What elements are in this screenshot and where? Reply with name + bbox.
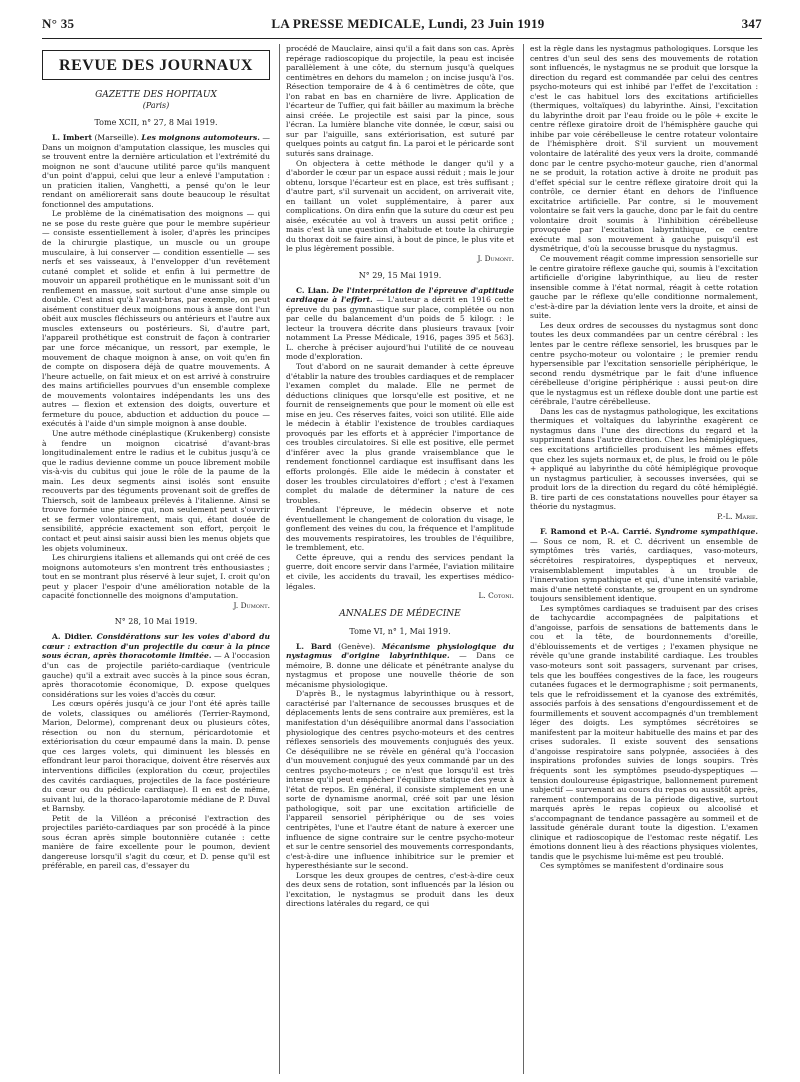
article-title: Les moignons automoteurs.	[141, 133, 260, 142]
issue-date: N° 28, 10 Mai 1919.	[114, 617, 198, 627]
author: A. Didier.	[52, 632, 93, 642]
abstract-paragraph: D'après B., le nystagmus labyrinthique ou à ressort, caractérisé par l'alternance de secousses brusques et de déplacements lents de sens contraire aux premières, est la manifestation d'un déséquilibre anormal dans l'association physiologique des centres psycho-moteurs et des centres réflexes sensoriels des mouvements conjugués des yeux. Ce déséquilibre ne se révèle en général qu'à l'occasion d'un mouvement conjugué des yeux commandé par un des centres psycho-moteurs ; ce n'est que lorsqu'il est très intense qu'il peut empêcher l'équilibre statique des yeux à l'état de repos. En général, il consiste simplement en une sorte de dynamisme anormal, créé soit par une lésion pathologique, soit par une excitation artificielle de l'appareil sensoriel périphérique ou de ses voies centripètes, l'une et l'autre étant de nature à exercer une influence de signe contraire sur le centre psycho-moteur et sur le centre sensoriel des mouvements correspondants, c'est-à-dire une influence inhibitrice sur le premier et hyperesthésiante sur le second.	[286, 689, 514, 871]
header-rule	[42, 38, 762, 39]
author-location: (Marseille).	[91, 133, 142, 142]
column-2	[286, 44, 514, 1076]
author: C. Lian.	[296, 285, 329, 295]
section-title: REVUE DES JOURNAUX	[42, 50, 270, 80]
issue-date: Tome VI, n° 1, Mai 1919.	[349, 626, 451, 636]
abstract-paragraph: Les deux ordres de secousses du nystagmus sont donc toutes les deux commandées par un centre cérébral : les lentes par le centre réflexe sensoriel, les brusques par le centre psycho-moteur ou volontaire ; le premier rendu hypersensible par l'excitation sensorielle périphérique, le second rendu dysmétrique par le fait d'une influence cérébelleuse d'origine périphérique : aussi peut-on dire que le nystagmus est un réflexe double dont une partie est cérébrale, l'autre cérébelleuse.	[530, 320, 758, 407]
abstract-paragraph: Les chirurgiens italiens et allemands qui ont créé de ces moignons automoteurs s'en montrent très enthousiastes ; tout en se montrant plus réservé à leur sujet, I. croit qu'on peut y placer l'espoir d'une amélioration notable de la capacité fonctionnelle des moignons d'amputation.	[42, 553, 270, 601]
abstract-text: — Sous ce nom, R. et C. décrivent un ensemble de symptômes très variés, cardiaques, vaso-moteurs, sécrétoires respiratoires, dyspeptiques et nerveux, vraisemblablement imputables à un trouble de l'innervation sympathique et qui, d'une intensité variable, mais d'une netteté constante, se groupent en un syndrome toujours sensiblement identique.	[530, 536, 758, 604]
abstract-paragraph: procédé de Mauclaire, ainsi qu'il a fait dans son cas. Après repérage radioscopique du projectile, la peau est incisée parallèlement à une côte, du sternum jusqu'à quelques centimètres en dehors du mamelon ; on incise jusqu'à l'os. Résection temporaire de 4 à 6 centimètres de côte, que l'on rabat en bas en charnière de livre. Application de l'écarteur de Tuffier, qui fait bâiller au maximum la brèche ainsi créée. Le projectile est saisi par la pince, sous l'écran. La lumière blanche vite donnée, le cœur, saisi ou sur par l'aiguille, sans extériorisation, est suturé par quelques points au catgut fin. La paroi et le péricarde sont suturés sans drainage.	[286, 44, 514, 159]
abstract-paragraph: Les symptômes cardiaques se traduisent par des crises de tachycardie accompagnées de palpitations et d'angoisse, parfois de sensations de battements dans le cou et la tête, de bourdonnements d'oreille, d'éblouissements et de vertiges ; l'examen physique ne révèle qu'une grande instabilité cardiaque. Les troubles vaso-moteurs sont soit passagers, survenant par crises, tels que les bouffées congestives de la face, les rougeurs cutanées fugaces et le dermographisme ; soit permanents, tels que le refroidissement et la cyanose des extrémités, associés parfois à des sensations d'engourdissement et de fourmillements et souvent accompagnés d'un tremblement léger des doigts. Les symptômes sécrétoires se manifestent par la moiteur habituelle des mains et par des crises sudorales. Il existe souvent des sensations d'angoisse respiratoire sans polypnée, associées à des inspirations profondes suivies de longs soupirs. Très fréquents sont les symptômes pseudo-dyspeptiques — tension douloureuse épigastrique, ballonnement purement subjectif — survenant au cours du repas ou aussitôt après, rarement contemporains de la période digestive, surtout marqués après le repas copieux ou alcoolisé et s'accompagnant de tendance passagère au sommeil et de lassitude générale durant toute la digestion. L'examen clinique et radioscopique de l'estomac reste négatif. Les émotions donnent lieu à des réactions physiques violentes, tandis que le psychisme lui-même est peu troublé.	[530, 603, 758, 861]
author: F. Ramond et P.-A. Carrié.	[540, 527, 652, 537]
abstract-paragraph: Ces symptômes se manifestent d'ordinaire sous	[540, 861, 724, 871]
abstract-paragraph: Tout d'abord on ne saurait demander à cette épreuve d'établir la nature des troubles cardiaques et de remplacer l'examen complet du malade. Elle ne permet de déductions cliniques que lorsqu'elle est positive, et ne fournit de renseignements que pour le moment où elle est mise en jeu. Ces réserves faites, voici son utilité. Elle aide le médecin à établir l'existence de troubles cardiaques provoqués par les efforts et à apprécier l'importance de ces troubles circulatoires. Si elle est positive, elle permet d'inférer avec la plus grande vraisemblance que le rendement fonctionnel cardiaque est insuffisant dans les efforts prolongés. Elle aide le médecin à constater et doser les troubles circulatoires d'effort ; c'est à l'examen complet du malade de déterminer la nature de ces troubles.	[286, 361, 514, 505]
journal-place: (Paris)	[142, 101, 170, 110]
signature: J. Dumont.	[233, 600, 270, 610]
journal-title: LA PRESSE MEDICALE, Lundi, 23 Juin 1919	[271, 16, 545, 31]
column-divider	[523, 44, 524, 1074]
signature: J. Dumont.	[477, 254, 514, 264]
issue-number: N° 35	[42, 16, 75, 31]
abstract-paragraph: est la règle dans les nystagmus pathologiques. Lorsque les centres d'un seul des sens des mouvements de rotation sont influencés, le nystagmus ne se produit que lorsque la direction du regard est commandée par celui des centres psycho-moteurs qui est inhibé par l'effet de l'excitation : c'est le cas habituel lors des excitations artificielles (thermiques, voltaïques) du labyrinthe. Ainsi, l'excitation du labyrinthe droit par l'eau froide ou le pôle + excite le centre réflexe giratoire droit de l'hémisphère gauche qui inhibe par voie cérébelleuse le centre rotateur volontaire de l'hémisphère droit. S'il survient un mouvement volontaire de latéralité des yeux vers la droite, commandé donc par le centre psycho-moteur gauche, rien d'anormal ne se produit, la rotation active à droite ne produit pas d'effet spécial sur le centre réflexe giratoire droit qui la contrôle, ce dernier étant en dehors de l'influence excitatrice artificielle. Par contre, si le mouvement volontaire se fait vers la gauche, donc par le fait du centre volontaire droit soumis à l'inhibition cérébelleuse provoquée par l'excitation labyrinthique, ce centre exécute mal son mouvement à gauche puisqu'il est dysmétrique, d'où la secousse brusque du nystagmus.	[530, 44, 758, 254]
abstract-text: — L'auteur a décrit en 1916 cette épreuve du pas gymnastique sur place, complétée ou non par celle du balancement d'un poids de 5 kilogr. : le lecteur la trouvera décrite dans plusieurs travaux [voir notamment La Presse Médicale, 1916, pages 395 et 563]. L. cherche à préciser aujourd'hui l'utilité de ce nouveau mode d'exploration.	[286, 295, 514, 362]
author-location: (Genève).	[331, 641, 382, 651]
column-divider	[279, 44, 280, 1074]
abstract-paragraph: On objectera à cette méthode le danger qu'il y a d'aborder le cœur par un espace aussi réduit ; mais le jour obtenu, lorsque l'écarteur est en place, est très suffisant ; d'autre part, s'il survenait un accident, on arriverait vite, en taillant un volet supplémentaire, à parer aux complications. On dira enfin que la suture du cœur est peu aisée, exécutée au vol à travers un aussi petit orifice ; mais c'est là une question d'habitude et toute la chirurgie du thorax doit se faire ainsi, à bout de pince, le plus vite et le plus légèrement possible.	[286, 158, 514, 254]
journal-source: GAZETTE DES HOPITAUX	[95, 90, 217, 100]
abstract-text: — A l'occasion d'un cas de projectile pariéto-cardiaque (ventricule gauche) qu'il a extrait avec succès à la pince sous écran, après thoracotomie économique, D. expose quelques considérations sur les voies d'accès du cœur.	[42, 651, 270, 699]
abstract-paragraph: Dans les cas de nystagmus pathologique, les excitations thermiques et voltaïques du labyrinthe exagèrent ce nystagmus dans l'une des directions du regard et la suppriment dans l'autre direction. Chez les hémiplégiques, ces excitations artificielles produisent les mêmes effets que chez les sujets normaux et, de plus, le froid ou le pôle + appliqué au labyrinthe du côté hémiplégique provoque un nystagmus particulier, à secousses inversées, qui se produit lors de la direction du regard du côté hémiplégié. B. tire parti de ces constatations nouvelles pour étayer sa théorie du nystagmus.	[530, 406, 758, 512]
abstract-paragraph	[286, 642, 514, 690]
article-title: Syndrome sympathique.	[651, 527, 758, 537]
abstract-paragraph: Le problème de la cinématisation des moignons — qui ne se pose du reste guère que pour le membre supérieur — consiste essentiellement à isoler, d'après les principes de la chirurgie plastique, un muscle ou un groupe musculaire, à lui conserver — condition essentielle — ses nerfs et ses vaisseaux, à l'envelopper d'un revêtement cutané complet et solide et enfin à lui permettre de mouvoir un appareil prothétique en le munissant soit d'un renflement en massue, soit surtout d'une anse simple ou double. C'est ainsi qu'à l'avant-bras, par exemple, on peut aisément constituer deux moignons mous à anse dont l'un obéit aux muscles fléchisseurs ou antérieurs et l'autre aux muscles extenseurs ou postérieurs. Si, d'autre part, l'appareil prothétique est construit de façon à contrarier par une force mécanique, un ressort, par exemple, le mouvement de chaque moignon à anse, on voit qu'en fin de compte on disposera déjà de quatre mouvements. A l'heure actuelle, on fait mieux et on est arrivé à construire des mains artificielles pourvues d'un ensemble complexe de mouvements volontaires indépendants les uns des autres — flexion et extension des doigts, ouverture et fermeture du pouce, abduction et adduction du pouce — exécutés à l'aide d'un simple moignon à anse double.	[42, 209, 270, 429]
abstract-paragraph: Petit de la Villéon a préconisé l'extraction des projectiles pariéto-cardiaques par son procédé à la pince sous écran après simple boutonnière cutanée : cette manière de faire excellente pour le poumon, devient dangereuse lorsqu'il s'agit du cœur, et D. pense qu'il est préférable, en pareil cas, d'essayer du	[42, 813, 270, 871]
abstract-paragraph	[42, 133, 270, 209]
author: L. Imbert	[52, 133, 92, 142]
abstract-text: — Dans un moignon d'amputation classique, les muscles qui se trouvent entre la dernière articulation et l'extrémité du moignon ne sont d'aucune utilité parce qu'ils manquent d'un point d'appui, celui que leur a enlevé l'amputation : un praticien italien, Vanghetti, a pensé qu'on le leur rendant on améliorerait sans doute beaucoup le résultat fonctionnel des amputations.	[42, 133, 270, 209]
article-title: Mécanisme physiologique du nystagmus d'origine labyrinthique.	[286, 641, 514, 661]
abstract-paragraph	[42, 632, 270, 699]
abstract-paragraph: Les cœurs opérés jusqu'à ce jour l'ont été après taille de volets, classiques ou améliorés (Terrier-Raymond, Marion, Delorme), comprenant deux ou plusieurs côtes, résection ou non du sternum, péricardotomie et extériorisation du cœur empaumé dans la main. D. pense que ces larges volets, qui diminuent les blessés en effondrant leur paroi thoracique, doivent être réservés aux interventions difficiles (exploration du cœur, projectiles des cavités cardiaques, projectiles de la face postérieure du cœur ou du pédicule cardiaque). Il en est de même, suivant lui, de la thoraco-laparotomie médiane de P. Duval et Barnsby.	[42, 699, 270, 814]
abstract-paragraph: Cette épreuve, qui a rendu des services pendant la guerre, doit encore servir dans l'armée, l'aviation militaire et civile, les accidents du travail, les expertises médico-légales.	[286, 552, 514, 591]
issue-date: N° 29, 15 Mai 1919.	[358, 270, 442, 280]
signature: L. Cotoni.	[478, 591, 514, 601]
abstract-paragraph: Pendant l'épreuve, le médecin observe et note éventuellement le changement de coloration du visage, le gonflement des veines du cou, la fréquence et l'amplitude des mouvements respiratoires, les troubles de l'équilibre, le tremblement, etc.	[286, 505, 514, 553]
author: L. Bard	[296, 641, 332, 651]
article-title: De l'interprétation de l'épreuve d'aptitude cardiaque à l'effort.	[286, 285, 514, 305]
column-1	[42, 44, 270, 1076]
abstract-paragraph	[530, 527, 758, 603]
journal-source: ANNALES DE MÉDECINE	[339, 608, 461, 619]
article-title: Considérations sur les voies d'abord du cœur : extraction d'un projectile du cœur à la pince sous écran, après thoracotomie limitée.	[42, 632, 270, 661]
abstract-paragraph: Lorsque les deux groupes de centres, c'est-à-dire ceux des deux sens de rotation, sont influencés par la lésion ou l'excitation, le nystagmus se produit dans les deux directions latérales du regard, ce qui	[286, 870, 514, 909]
abstract-paragraph: Ce mouvement réagit comme impression sensorielle sur le centre giratoire réflexe gauche qui, soumis à l'excitation artificielle d'origine labyrinthique, au lieu de rester insensible comme à l'état normal, réagit à cette rotation gauche par le réflexe qu'elle conditionne normalement, c'est-à-dire par la déviation lente vers la droite, et ainsi de suite.	[530, 254, 758, 321]
column-3	[530, 44, 758, 1076]
abstract-paragraph	[286, 286, 514, 362]
page-number: 347	[741, 16, 762, 31]
issue-date: Tome XCII, n° 27, 8 Mai 1919.	[94, 118, 218, 127]
abstract-text: — Dans ce mémoire, B. donne une délicate et pénétrante analyse du nystagmus et propose une nouvelle théorie de son mécanisme physiologique.	[286, 651, 514, 689]
page-header	[42, 16, 762, 38]
abstract-paragraph: Une autre méthode cinéplastique (Krukenberg) consiste à fendre un moignon cicatrisé d'avant-bras longitudinalement entre le radius et le cubitus jusqu'à ce que le radius devienne comme un pouce librement mobile vis-à-vis du cubitus qui joue le rôle de la paume de la main. Les deux segments ainsi isolés sont ensuite recouverts par des téguments provenant soit de greffes de Thiersch, soit de lambeaux prélevés à l'italienne. Ainsi se trouve formée une pince qui, non seulement peut s'ouvrir et se fermer volontairement, mais qui, étant douée de sensibilité, apprécie exactement son effort, perçoit le contact et peut ainsi saisir aussi bien les menus objets que les objets volumineux.	[42, 428, 270, 553]
signature: P.-L. Marie.	[717, 511, 758, 521]
